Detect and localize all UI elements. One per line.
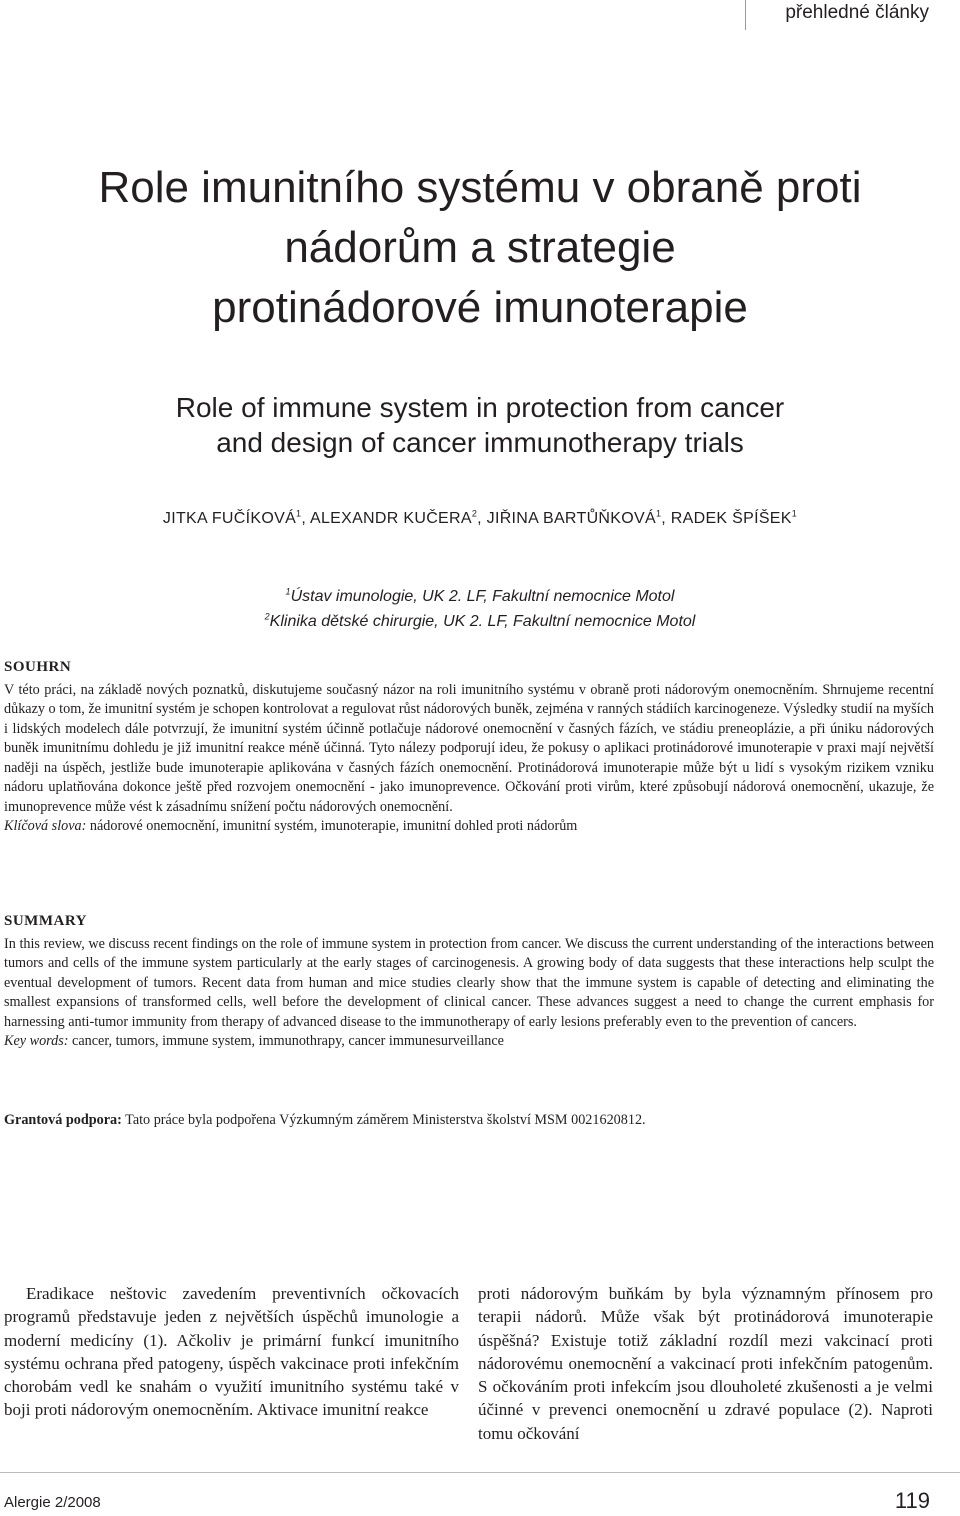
abstract-czech [4, 658, 934, 837]
affiliations [20, 584, 940, 634]
body-right-text: proti nádorovým buňkám by byla významným přínosem pro terapii nádorů. Může však být protinádorová imunoterapie úspěšná? Existuje totiž základní rozdíl mezi vakcinací proti nádorovému onemocnění a vakcinací proti infekčním patogenům. S očkováním proti infekcím jsou dlouholeté zkušenosti a je velmi účinné v prevenci onemocnění u zdravé populace (2). Naproti tomu očkování [478, 1284, 933, 1443]
section-tag-label: přehledné články [785, 2, 929, 23]
title-english [20, 390, 940, 460]
title-en-line-2: and design of cancer immunotherapy trials [216, 427, 744, 458]
abstract-english [4, 912, 934, 1052]
author-1: JITKA FUČÍKOVÁ [162, 510, 297, 527]
grant-support [4, 1112, 934, 1129]
souhrn-keywords-text: nádorové onemocnění, imunitní systém, imunoterapie, imunitní dohled proti nádorům [89, 818, 578, 834]
summary-heading: SUMMARY [4, 913, 87, 929]
author-3: JIŘINA BARTŮŇKOVÁ [486, 510, 656, 527]
author-list: JITKA FUČÍKOVÁ$^1$, ALEXANDR KUČERA$^2$, JIŘINA BARTŮŇKOVÁ$^1$, RADEK ŠPÍŠEK$^1$ [162, 508, 798, 527]
body-left-text: Eradikace neštovic zavedením preventivních očkovacích programů představuje jeden z největších úspěchů imunologie a moderní medicíny (1). Ačkoliv je primární funkcí imunitního systému ochrana před patogeny, úspěch vakcinace proti infekčním chorobám vedl ke snahám o využití imunitního systému také v boji proti nádorovým onemocněním. Aktivace imunitní reakce [4, 1284, 459, 1420]
summary-text: In this review, we discuss recent findings on the role of immune system in protection from cancer. We discuss the current understanding of the interactions between tumors and cells of the immune system particularly at the early stages of carcinogenesis. A growing body of data suggests that these interactions help sculpt the eventual development of tumors. Recent data from human and mice studies clearly show that the immune system is capable of detecting and eliminating the smallest expansions of transformed cells, well before the development of clinical cancer. These advances suggest a need to change the current emphasis for harnessing anti-tumor immunity from therapy of advanced disease to the immunotherapy of early lesions preferably even to the prevention of cancers. [4, 935, 934, 1030]
body-column-left [4, 1282, 459, 1422]
summary-keywords [4, 1032, 934, 1052]
title-cz-line-1: Role imunitního systému v obraně proti [98, 163, 862, 212]
title-czech [20, 158, 940, 338]
affiliation-1-number: 1 [285, 586, 291, 597]
author-2: ALEXANDR KUČERA [309, 510, 472, 527]
affiliation-2-text: Klinika dětské chirurgie, UK 2. LF, Fakultní nemocnice Motol [269, 613, 696, 630]
affiliation-2-number: 2 [264, 611, 270, 622]
summary-keywords-label: Key words: [4, 1033, 69, 1049]
souhrn-text: V této práci, na základě nových poznatků, diskutujeme současný názor na roli imunitního systému v obraně proti nádorovým onemocněním. Shrnujeme recentní důkazy o tom, že imunitní systém je schopen kontrolovat a regulovat růst nádorových buněk, zejména v ranných stádiích karcinogeneze. Výsledky studií na myších i lidských modelech dále potvrzují, že imunitní systém účinně potlačuje nádorové onemocnění v časných fázích, ve stádiu preneoplázie, a při úniku nádorových buněk imunitnímu dohledu je již imunitní reakce méně účinná. Tyto nálezy podporují ideu, že pokusy o aplikaci protinádorové imunoterapie v praxi mají největší naději na úspěch, jestliže bude imunoterapie aplikována v časných fázích onemocnění. Protinádorová imunoterapie může být u lidí s vysokým rizikem vzniku nádoru uplatňována dokonce ještě před rozvojem onemocnění - jako imunoprevence. Očkování proti virům, které způsobují nádorová onemocnění, ukazuje, že imunoprevence může vést k zásadnímu snížení počtu nádorových onemocnění. [4, 681, 934, 815]
title-en-line-1: Role of immune system in protection from cancer [175, 392, 785, 423]
souhrn-heading: SOUHRN [4, 659, 72, 675]
footer-divider [0, 1472, 960, 1473]
page-number: 119 [894, 1488, 930, 1513]
title-cz-line-2: nádorům a strategie [284, 223, 676, 272]
grant-label: Grantová podpora: [4, 1112, 122, 1128]
journal-name: Alergie 2/2008 [4, 1494, 101, 1511]
title-cz-line-3: protinádorové imunoterapie [212, 283, 748, 332]
summary-keywords-text: cancer, tumors, immune system, immunothrapy, cancer immunesurveillance [72, 1033, 504, 1049]
affiliation-1-text: Ústav imunologie, UK 2. LF, Fakultní nemocnice Motol [290, 588, 675, 605]
body-column-right [478, 1282, 933, 1445]
affiliation-1 [20, 584, 940, 609]
affiliation-2 [20, 609, 940, 634]
author-4-affiliation: 1 [791, 508, 798, 519]
author-3-affiliation: 1 [655, 508, 662, 519]
author-4: RADEK ŠPÍŠEK [670, 510, 792, 527]
souhrn-keywords [4, 817, 934, 837]
souhrn-keywords-label: Klíčová slova: [4, 818, 87, 834]
author-1-affiliation: 1 [296, 508, 302, 519]
grant-text: Tato práce byla podpořena Výzkumným záměrem Ministerstva školství MSM 0021620812. [125, 1112, 646, 1128]
author-2-affiliation: 2 [471, 508, 478, 519]
section-tag [745, 0, 960, 30]
